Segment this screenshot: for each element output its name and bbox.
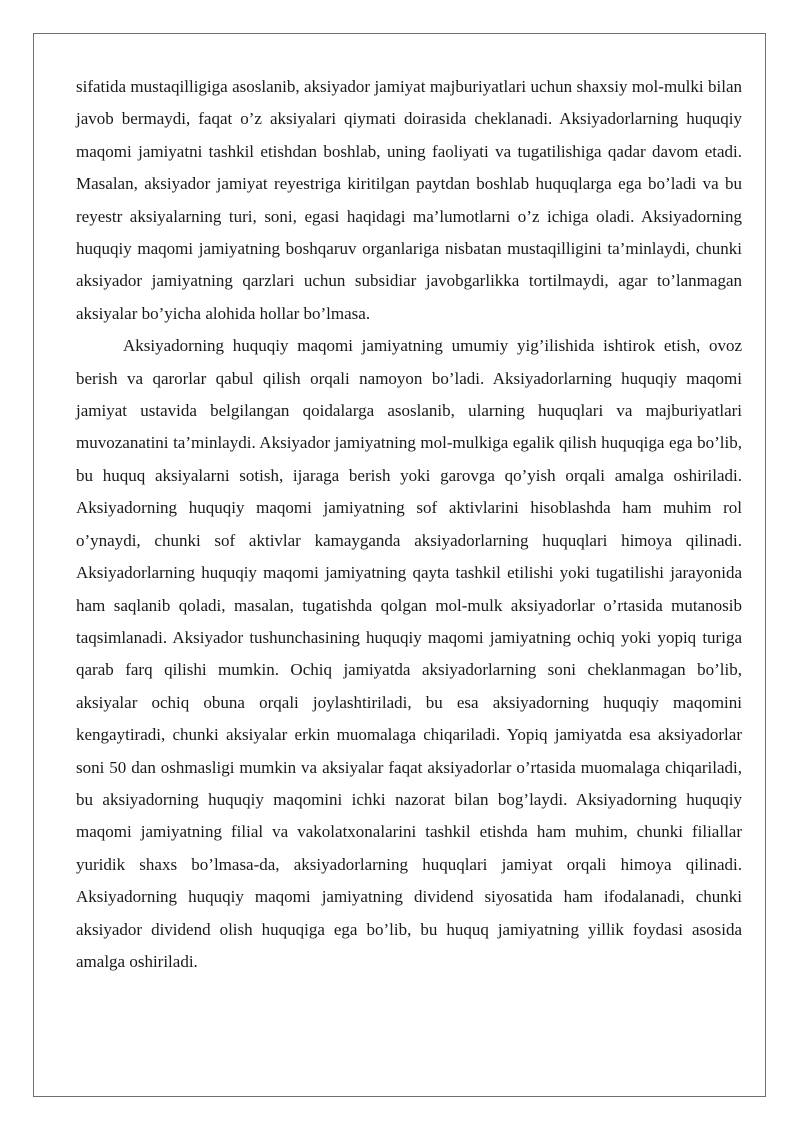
- document-body: [76, 71, 742, 978]
- paragraph-continuation: sifatida mustaqilligiga asoslanib, aksiyador jamiyat majburiyatlari uchun shaxsiy mol-mulki bilan javob bermaydi, faqat o’z aksiyalari qiymati doirasida cheklanadi. Aksiyadorlarning huquqiy maqomi jamiyatni tashkil etishdan boshlab, uning faoliyati va tugatilishiga qadar davom etadi. Masalan, aksiyador jamiyat reyestriga kiritilgan paytdan boshlab huquqlarga ega bo’ladi va bu reyestr aksiyalarning turi, soni, egasi haqidagi ma’lumotlarni o’z ichiga oladi. Aksiyadorning huquqiy maqomi jamiyatning boshqaruv organlariga nisbatan mustaqilligini ta’minlaydi, chunki aksiyador jamiyatning qarzlari uchun subsidiar javobgarlikka tortilmaydi, agar to’lanmagan aksiyalar bo’yicha alohida hollar bo’lmasa.: [76, 77, 742, 323]
- paragraph-shareholder-rights: Aksiyadorning huquqiy maqomi jamiyatning umumiy yig’ilishida ishtirok etish, ovoz berish va qarorlar qabul qilish orqali namoyon bo’ladi. Aksiyadorlarning huquqiy maqomi jamiyat ustavida belgilangan qoidalarga asoslanib, ularning huquqlari va majburiyatlari muvozanatini ta’minlaydi. Aksiyador jamiyatning mol-mulkiga egalik qilish huquqiga ega bo’lib, bu huquq aksiyalarni sotish, ijaraga berish yoki garovga qo’yish orqali amalga oshiriladi. Aksiyadorning huquqiy maqomi jamiyatning sof aktivlarini hisoblashda ham muhim rol o’ynaydi, chunki sof aktivlar kamayganda aksiyadorlarning huquqlari himoya qilinadi. Aksiyadorlarning huquqiy maqomi jamiyatning qayta tashkil etilishi yoki tugatilishi jarayonida ham saqlanib qoladi, masalan, tugatishda qolgan mol-mulk aksiyadorlar o’rtasida mutanosib taqsimlanadi. Aksiyador tushunchasining huquqiy maqomi jamiyatning ochiq yoki yopiq turiga qarab farq qilishi mumkin. Ochiq jamiyatda aksiyadorlarning soni cheklanmagan bo’lib, aksiyalar ochiq obuna orqali joylashtiriladi, bu esa aksiyadorning huquqiy maqomini kengaytiradi, chunki aksiyalar erkin muomalaga chiqariladi. Yopiq jamiyatda esa aksiyadorlar soni 50 dan oshmasligi mumkin va aksiyalar faqat aksiyadorlar o’rtasida muomalaga chiqariladi, bu aksiyadorning huquqiy maqomini ichki nazorat bilan bog’laydi. Aksiyadorning huquqiy maqomi jamiyatning filial va vakolatxonalarini tashkil etishda ham muhim, chunki filiallar yuridik shaxs bo’lmasa-da, aksiyadorlarning huquqlari jamiyat orqali himoya qilinadi. Aksiyadorning huquqiy maqomi jamiyatning dividend siyosatida ham ifodalanadi, chunki aksiyador dividend olish huquqiga ega bo’lib, bu huquq jamiyatning yillik foydasi asosida amalga oshiriladi.: [76, 336, 742, 971]
